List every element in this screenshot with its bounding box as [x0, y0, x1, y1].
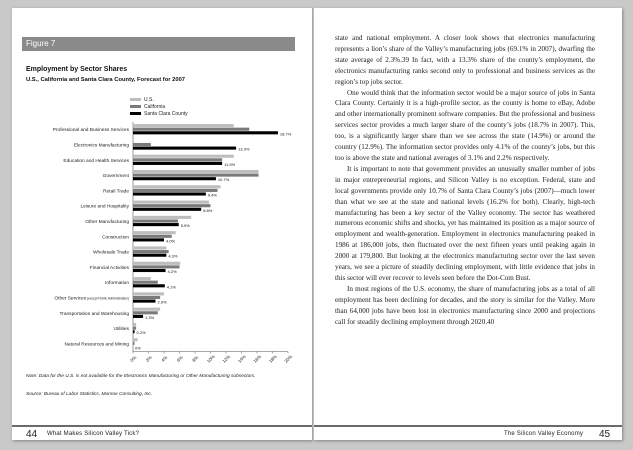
legend-item-california — [130, 103, 188, 110]
bar-u-s- — [133, 124, 234, 127]
data-label: 11.5% — [224, 161, 236, 167]
bar-santa-clara-county — [133, 300, 155, 303]
x-tick-label: 14% — [236, 353, 247, 364]
data-label: 1.3% — [145, 314, 155, 320]
chart-source: Source: Bureau of Labor Statistics, Munroe Consulting, Inc. — [26, 392, 153, 397]
category-label: Wholesale Trade — [93, 250, 129, 256]
paragraph-3: It is important to note that government provides an unusually smaller number of jobs in major entrepreneurial regions, and Silicon Valley is no exception. Federal, state and local governments provide only 10.7% of Santa Clara County’s jobs (2007)—much lower than what we see at the state and national levels (16.2% for both). Clearly, high-tech manufacturing has been a key sector of the Valley economy. The sector has weathered numerous economic shifts and shocks, yet has maintained its position as a major source of employment and wealth-generation. Employment in electronics manufacturing peaked in 1986 at 186,000 jobs, then fluctuated over the next fifteen years until peaking again in 2000 at 179,800. But looking at the electronics manufacturing sector over the last seven years, we see a picture of steadily declining employment, with little evidence that jobs in this sector will ever recover to levels seen before the Dot-Com Bust. — [335, 164, 595, 282]
bar-santa-clara-county — [133, 269, 166, 272]
data-label: 0.2% — [136, 330, 146, 336]
category-label: Natural Resources and Mining — [64, 342, 129, 348]
data-label: 0% — [135, 345, 141, 351]
x-tick-label: 16% — [252, 353, 263, 364]
category-label: Education and Health Services — [63, 158, 129, 164]
bar-santa-clara-county — [133, 238, 164, 241]
legend-label-scc: Santa Clara County — [144, 110, 188, 117]
bar-santa-clara-county — [133, 315, 143, 318]
left-footer — [12, 425, 312, 439]
chart-subtitle: U.S., California and Santa Clara County, Forecast for 2007 — [26, 77, 186, 83]
category-label: Other Services (except Public Administration) — [54, 296, 129, 302]
x-tick-label: 0% — [129, 354, 138, 363]
bar-santa-clara-county — [133, 330, 135, 333]
bar-california — [133, 128, 249, 131]
figure-label: Figure 7 — [22, 37, 295, 51]
bar-santa-clara-county — [133, 208, 201, 211]
left-page-number: 44 — [26, 429, 38, 440]
bar-california — [133, 158, 222, 161]
category-label: Information — [105, 281, 129, 287]
data-label: 4.1% — [166, 284, 176, 290]
x-tick-label: 10% — [205, 353, 216, 364]
legend-item-us — [130, 96, 188, 103]
right-footer — [314, 425, 622, 439]
left-footer-title: What Makes Silicon Valley Tick? — [47, 431, 140, 437]
x-tick-label: 12% — [221, 353, 232, 364]
bar-california — [133, 219, 178, 222]
bar-u-s- — [133, 170, 259, 173]
data-label: 18.7% — [279, 131, 292, 137]
x-tick-label: 4% — [160, 354, 169, 363]
x-tick-label: 2% — [144, 354, 153, 363]
x-tick-label: 6% — [175, 354, 184, 363]
bar-u-s- — [133, 201, 209, 204]
chart-title: Employment by Sector Shares — [26, 66, 128, 73]
right-footer-title: The Silicon Valley Economy — [504, 431, 584, 437]
paragraph-1: state and national employment. A closer look shows that electronics manufacturing represents a lion’s share of the Valley’s manufacturing jobs (69.1% in 2007), dwarfing the state average of 2.3%.39 In fact, with a 13.3% share of the county’s employment, the electronics manufacturing ranks second only to professional and business services as the region’s top jobs sector. — [335, 34, 595, 86]
bar-santa-clara-county — [133, 131, 278, 134]
data-label: 8.8% — [203, 207, 213, 213]
category-label: Government — [102, 174, 129, 180]
employment-bar-chart — [20, 120, 292, 375]
chart-note: Note: Data for the U.S. is not available for the Electronics Manufacturing or Other Manufacturing subsectors. — [26, 374, 256, 379]
category-label: Construction — [102, 235, 129, 241]
bar-u-s- — [133, 308, 160, 311]
category-label: Retail Trade — [103, 189, 129, 195]
data-label: 4.3% — [168, 253, 178, 259]
legend-swatch-us — [130, 98, 141, 101]
data-label: 4.2% — [167, 268, 177, 274]
category-label: Transportation and Warehousing — [59, 311, 129, 317]
bar-u-s- — [133, 155, 234, 158]
data-label: 5.9% — [180, 223, 190, 229]
bar-u-s- — [133, 246, 166, 249]
x-tick-label: 18% — [267, 353, 278, 364]
bar-u-s- — [133, 185, 221, 188]
bar-california — [133, 174, 259, 177]
bar-u-s- — [133, 262, 180, 265]
data-label: 4.0% — [166, 238, 176, 244]
data-label: 2.9% — [157, 299, 167, 305]
data-label: 13.3% — [238, 146, 250, 152]
right-page-number: 45 — [599, 429, 611, 440]
x-tick-label: 8% — [191, 354, 200, 363]
bar-u-s- — [133, 292, 164, 295]
bar-california — [133, 296, 160, 299]
bar-santa-clara-county — [133, 223, 179, 226]
bar-u-s- — [133, 216, 191, 219]
category-label: Utilities — [113, 327, 129, 333]
bar-california — [133, 189, 217, 192]
category-label: Leisure and Hospitality — [80, 204, 129, 210]
category-label: Electronics Manufacturing — [73, 143, 129, 149]
legend-swatch-scc — [130, 112, 141, 115]
bar-u-s- — [133, 338, 138, 341]
bar-california — [133, 204, 211, 207]
bar-u-s- — [133, 231, 176, 234]
legend-label-us: U.S. — [144, 96, 154, 103]
bar-santa-clara-county — [133, 177, 216, 180]
category-label: Financial Activities — [89, 265, 129, 271]
category-label: Other Manufacturing — [85, 219, 129, 225]
bar-santa-clara-county — [133, 284, 165, 287]
bar-santa-clara-county — [133, 162, 222, 165]
bar-california — [133, 281, 158, 284]
bar-u-s- — [133, 323, 136, 326]
category-label: Professional and Business Services — [52, 128, 129, 134]
legend-label-california: California — [144, 103, 166, 110]
paragraph-2: One would think that the information sector would be a major source of jobs in Santa Clara County. Certainly it is a high-profile sector, as the county is home to eBay, Adobe and other internationally prominent software companies. But the professional and business services sector provides a much larger share of the county’s jobs (18.7% in 2007). This, too, is a significantly larger share than we see across the state (14.9%) or around the country (12.9%). The information sector provides only 4.1% of the county’s jobs, but this too is above the state and national averages of 3.1% and 2.2% respectively. — [335, 88, 595, 162]
bar-santa-clara-county — [133, 192, 206, 195]
paragraph-4: In most regions of the U.S. economy, the share of manufacturing jobs as a total of all employment has been declining for decades, and the story is similar for the Valley. More than 64,000 jobs have been lost in electronics manufacturing since 2000 and projections call for steadily declining employment through 2020.40 — [335, 284, 595, 326]
legend-swatch-california — [130, 105, 141, 108]
legend-item-scc — [130, 110, 188, 117]
x-tick-label: 20% — [283, 353, 294, 364]
data-label: 10.7% — [217, 177, 230, 183]
bar-u-s- — [133, 277, 151, 280]
chart-legend — [130, 96, 188, 117]
bar-santa-clara-county — [133, 147, 236, 150]
bar-california — [133, 250, 169, 253]
data-label: 9.4% — [207, 192, 217, 198]
article-body — [335, 33, 595, 327]
bar-california — [133, 143, 151, 146]
bar-santa-clara-county — [133, 254, 166, 257]
